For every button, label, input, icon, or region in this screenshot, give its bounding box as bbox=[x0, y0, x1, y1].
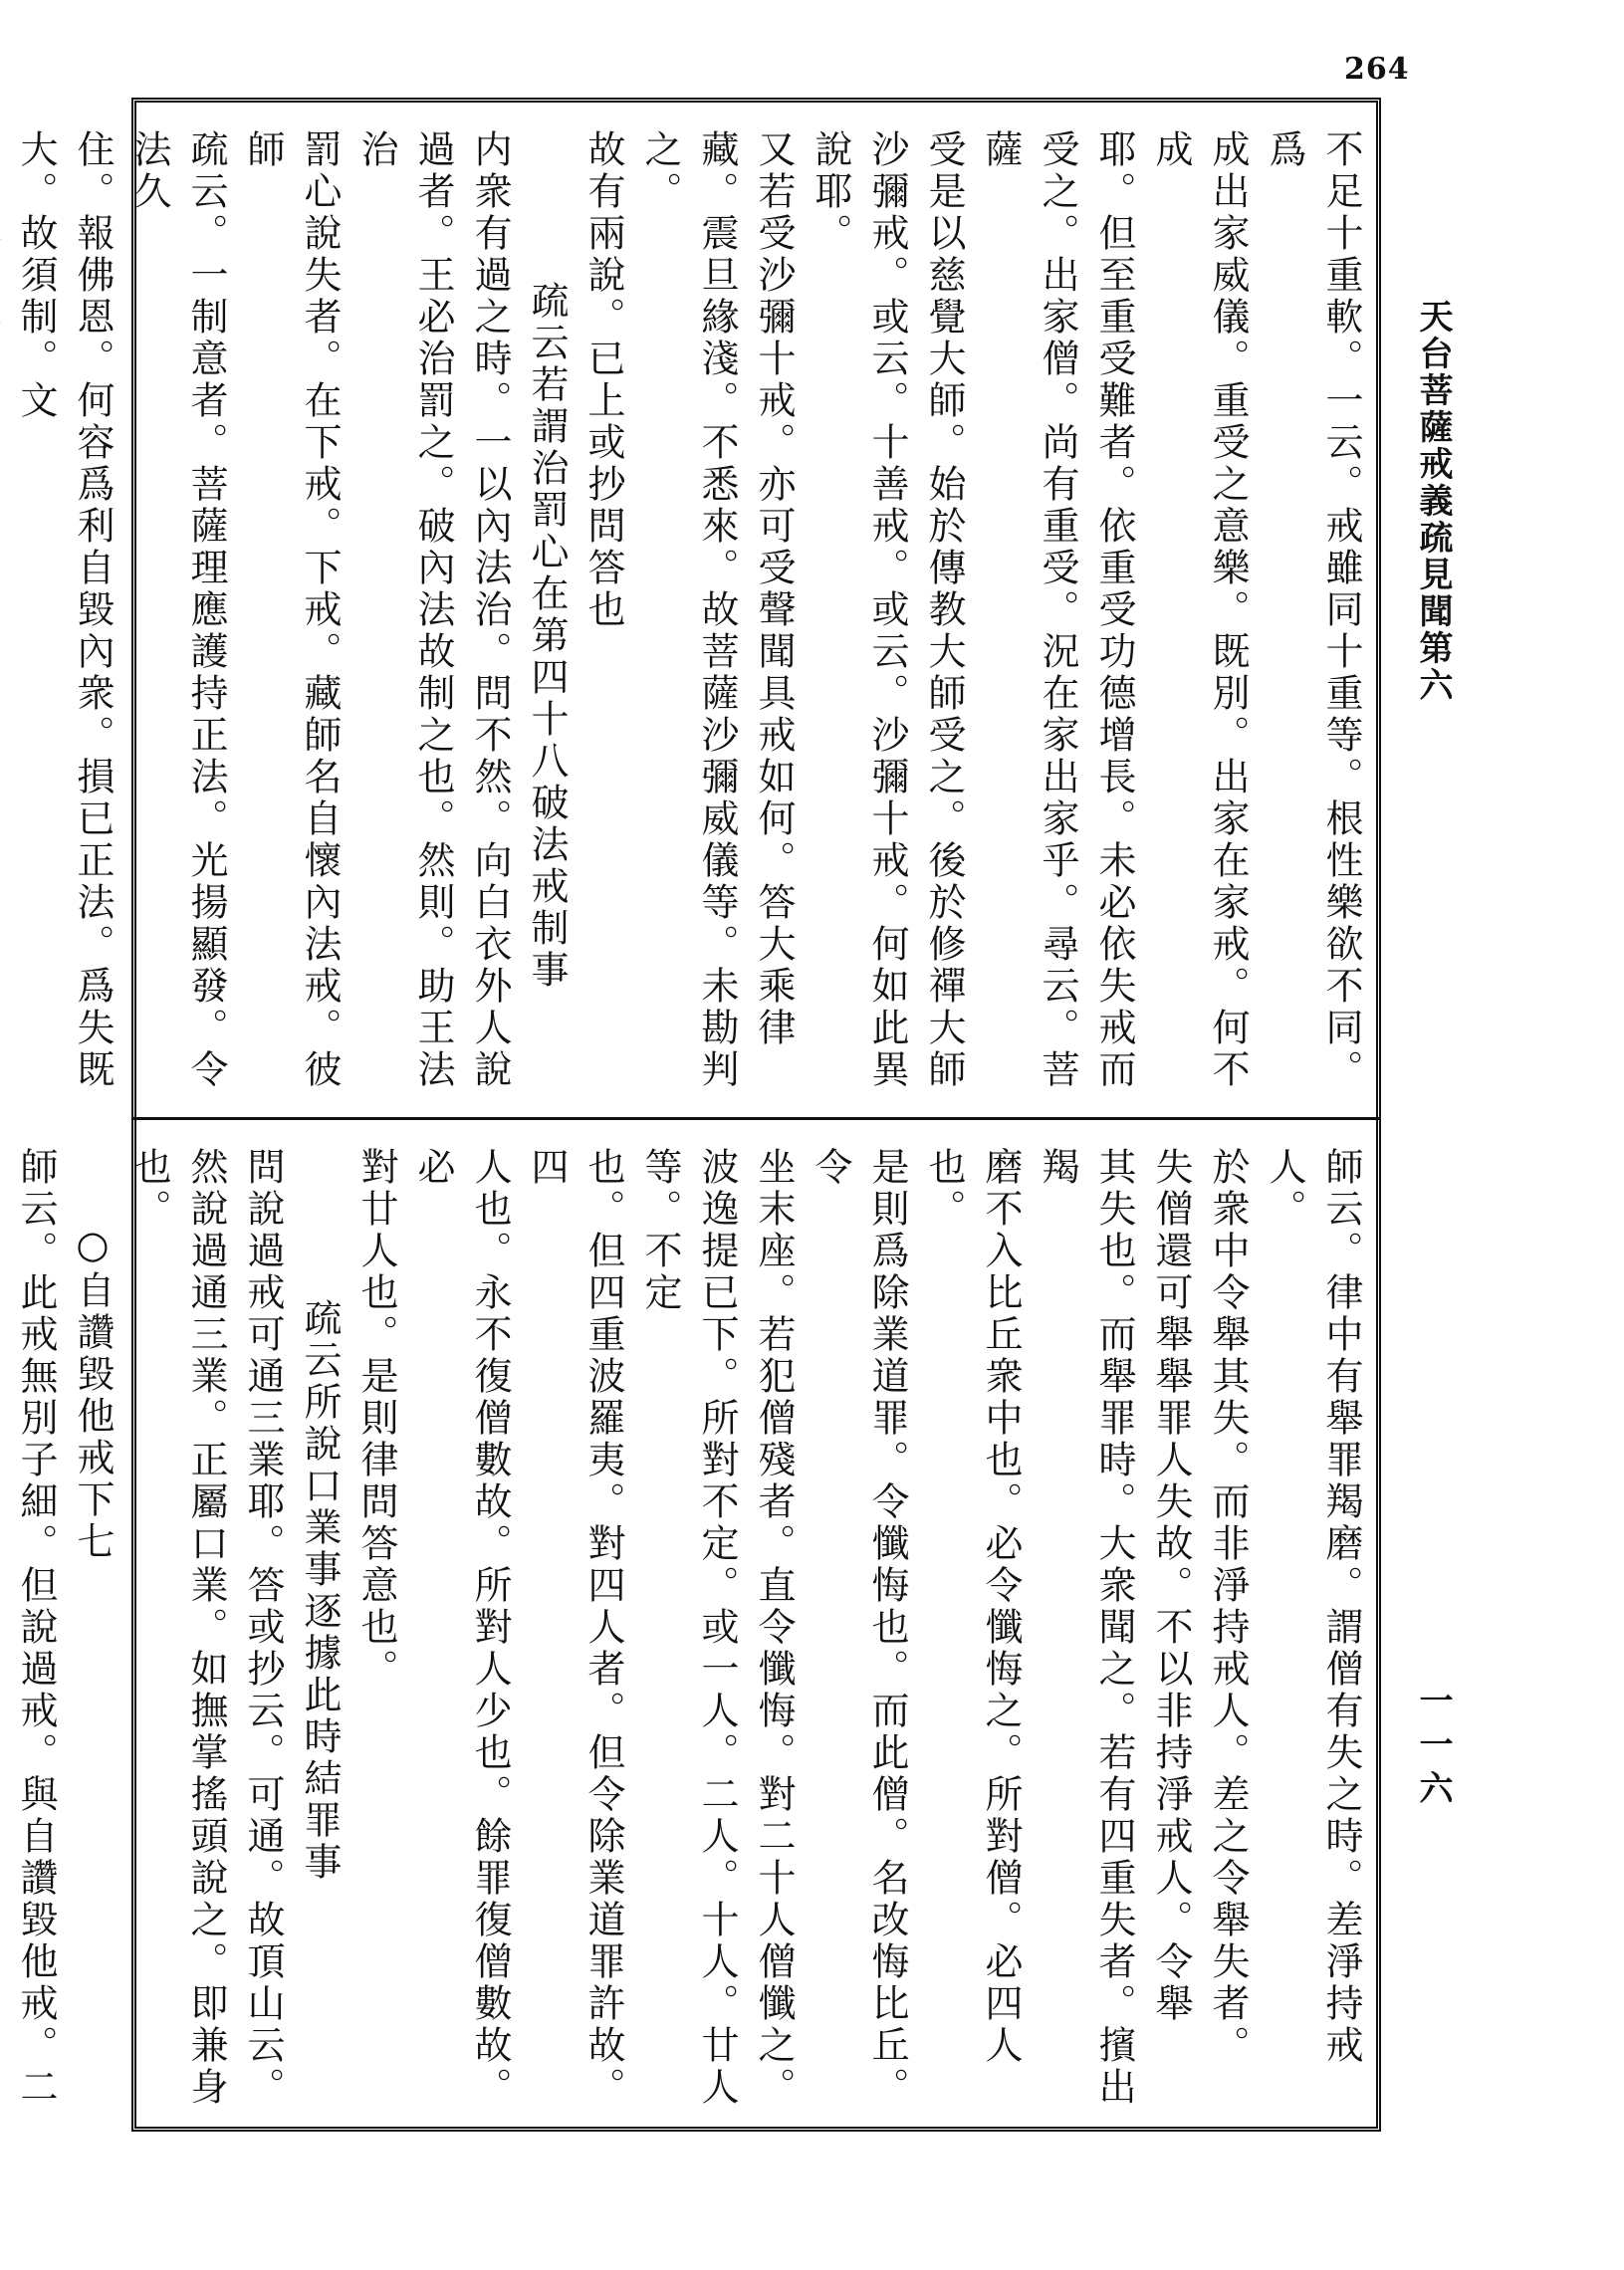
text-line: 坐末座。若犯僧殘者。直令懺悔。對二十人僧懺之。 bbox=[752, 1147, 796, 2109]
running-head: 天台菩薩戒義疏見聞第六 bbox=[1413, 299, 1453, 704]
folio-number: 一一六 bbox=[1413, 1683, 1453, 1814]
text-line: 耶。但至重受難者。依重受功德增長。未必依失戒而 bbox=[1092, 129, 1136, 1091]
section-heading bbox=[0, 129, 7, 1105]
page-number: 264 bbox=[1344, 52, 1410, 87]
text-line: 沙彌戒。或云。十善戒。或云。沙彌十戒。何如此異說耶。 bbox=[809, 129, 909, 1091]
text-line: 受是以慈覺大師。始於傳教大師受之。後於修禪大師 bbox=[922, 129, 966, 1091]
lower-text-block bbox=[14, 1147, 1369, 2118]
text-line: 罰心說失者。在下戒。下戒。藏師名自懷內法戒。彼師 bbox=[241, 129, 342, 1091]
text-line: 也。但四重波羅夷。對四人者。但令除業道罪許故。四 bbox=[525, 1147, 625, 2109]
text-line: 内衆有過之時。一以內法治。問不然。向白衣外人說 bbox=[468, 129, 512, 1091]
text-line: 師云。律中有舉罪羯磨。謂僧有失之時。差淨持戒人。 bbox=[1263, 1147, 1363, 2067]
text-line: 失僧還可舉舉罪人失故。不以非持淨戒人。令舉 bbox=[1149, 1147, 1193, 2025]
text-line: 又若受沙彌十戒。亦可受聲聞具戒如何。答大乘律 bbox=[752, 129, 796, 1049]
upper-text-block bbox=[14, 129, 1369, 1105]
text-line: 是則爲除業道罪。令懺悔也。而此僧。名改悔比丘。令 bbox=[809, 1147, 909, 2109]
section-heading: ○自讚毀他戒下七 bbox=[71, 1223, 115, 1563]
text-line: 過者。王必治罰之。破內法故制之也。然則。助王法治 bbox=[354, 129, 455, 1091]
section-divider bbox=[131, 1117, 1381, 1120]
text-line: 波逸提已下。所對不定。或一人。二人。十人。廿人等。不定 bbox=[638, 1147, 739, 2109]
section-heading: 疏云若謂治罰心在第四十八破法戒制事 bbox=[525, 281, 569, 992]
text-line: 故有兩說。已上或抄問答也 bbox=[581, 129, 625, 631]
text-line: 受之。出家僧。尚有重受。況在家出家乎。尋云。菩薩 bbox=[979, 129, 1079, 1091]
text-line: 然說過通三業。正屬口業。如撫掌搖頭說之。即兼身 bbox=[184, 1147, 228, 2109]
text-line: 住。報佛恩。何容爲利自毀內衆。損已正法。爲失既 bbox=[71, 129, 115, 1091]
text-line: 對廿人也。是則律問答意也。 bbox=[354, 1147, 398, 1691]
text-line: 於衆中令舉其失。而非淨持戒人。差之令舉失者。 bbox=[1206, 1147, 1250, 2067]
text-line: 其失也。而舉罪時。大衆聞之。若有四重失者。擯出羯 bbox=[1036, 1147, 1136, 2109]
text-line: 疏云。一制意者。菩薩理應護持正法。光揚顯發。令法久 bbox=[127, 129, 228, 1091]
text-line: 不足十重軟。一云。戒雖同十重等。根性樂欲不同。爲 bbox=[1263, 129, 1363, 1091]
text-line: 問說過戒可通三業耶。答或抄云。可通。故頂山云。 bbox=[241, 1147, 285, 2109]
section-heading: 疏云所說口業事逐據此時結罪事 bbox=[298, 1298, 342, 1884]
text-line: 磨不入比丘衆中也。必令懺悔之。所對僧。必四人也。 bbox=[922, 1147, 1023, 2067]
text-line: 藏。震旦緣淺。不悉來。故菩薩沙彌威儀等。未勘判之。 bbox=[638, 129, 739, 1091]
text-line: 成出家威儀。重受之意樂。既別。出家在家戒。何不成 bbox=[1149, 129, 1250, 1091]
text-line: 也。 bbox=[127, 1147, 171, 1231]
text-line: 師云。此戒無別子細。但說過戒。與自讚毀他戒。二 bbox=[14, 1147, 58, 2109]
text-line: 大。故須制。文 bbox=[14, 129, 58, 422]
text-line: 人也。永不復僧數故。所對人少也。餘罪復僧數故。必 bbox=[411, 1147, 512, 2109]
